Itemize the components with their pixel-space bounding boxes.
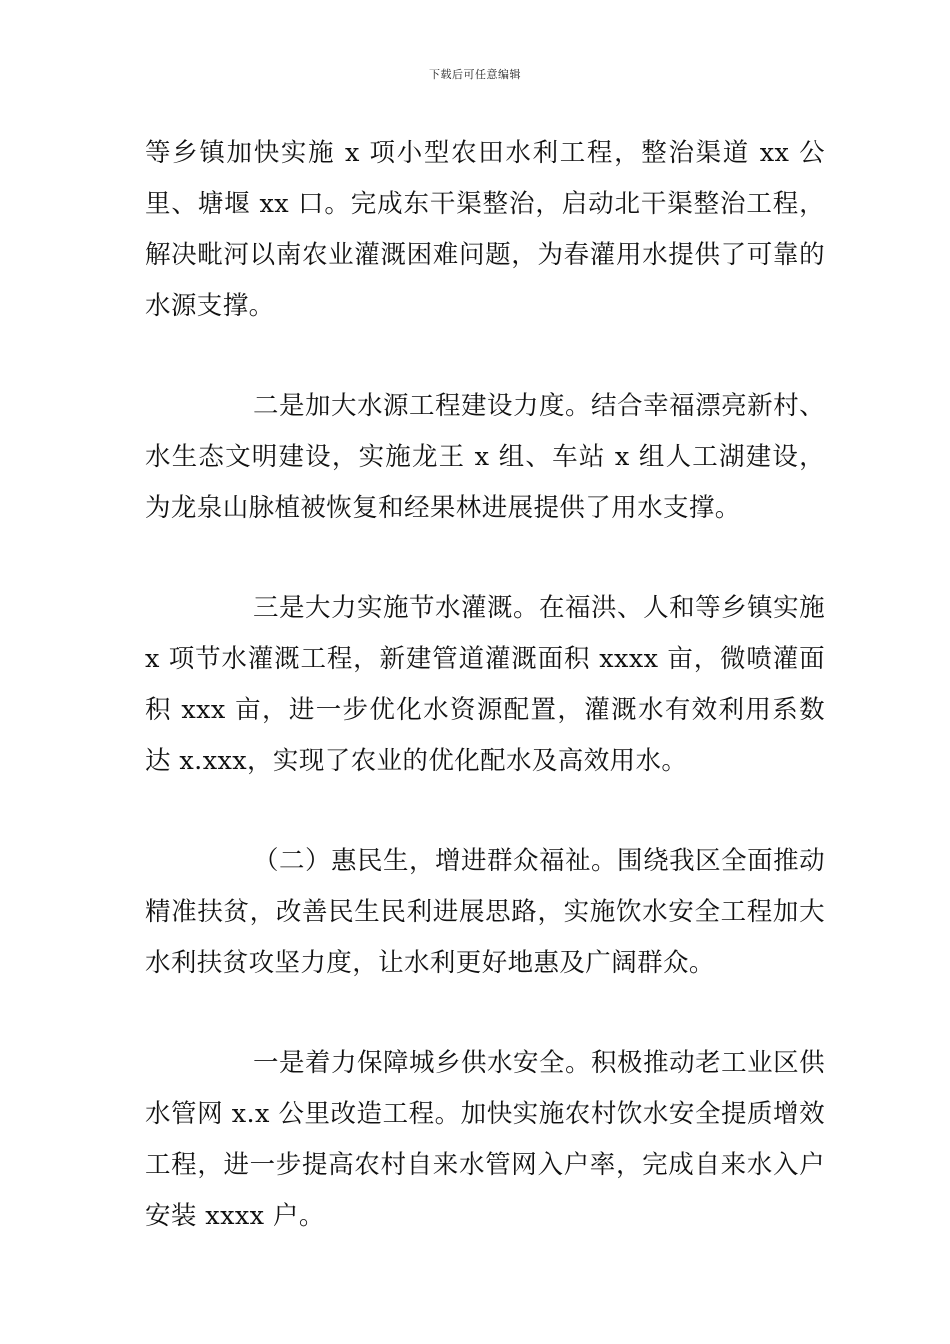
paragraph-5: 一是着力保障城乡供水安全。积极推动老工业区供水管网 x.x 公里改造工程。加快实施农村饮水安全提质增效工程，进一步提高农村自来水管网入户率，完成自来水入户安装 xxxx 户。 — [145, 1048, 825, 1231]
paragraph-4: （二）惠民生，增进群众福祉。围绕我区全面推动精准扶贫，改善民生民利进展思路，实施饮水安全工程加大水利扶贫攻坚力度，让水利更好地惠及广阔群众。 — [145, 846, 825, 978]
page-header: 下载后可任意编辑 — [429, 68, 521, 81]
document-body — [145, 128, 825, 1291]
paragraph-2: 二是加大水源工程建设力度。结合幸福漂亮新村、水生态文明建设，实施龙王 x 组、车站 x 组人工湖建设，为龙泉山脉植被恢复和经果林进展提供了用水支撑。 — [145, 391, 825, 523]
paragraph-3: 三是大力实施节水灌溉。在福洪、人和等乡镇实施 x 项节水灌溉工程，新建管道灌溉面积 xxxx 亩，微喷灌面积 xxx 亩，进一步优化水资源配置，灌溉水有效利用系数达 x.xxx，实现了农业的优化配水及高效用水。 — [145, 593, 825, 776]
paragraph-1: 等乡镇加快实施 x 项小型农田水利工程，整治渠道 xx 公里、塘堰 xx 口。完成东干渠整治，启动北干渠整治工程，解决毗河以南农业灌溉困难问题，为春灌用水提供了可靠的水源支撑。 — [145, 138, 825, 321]
